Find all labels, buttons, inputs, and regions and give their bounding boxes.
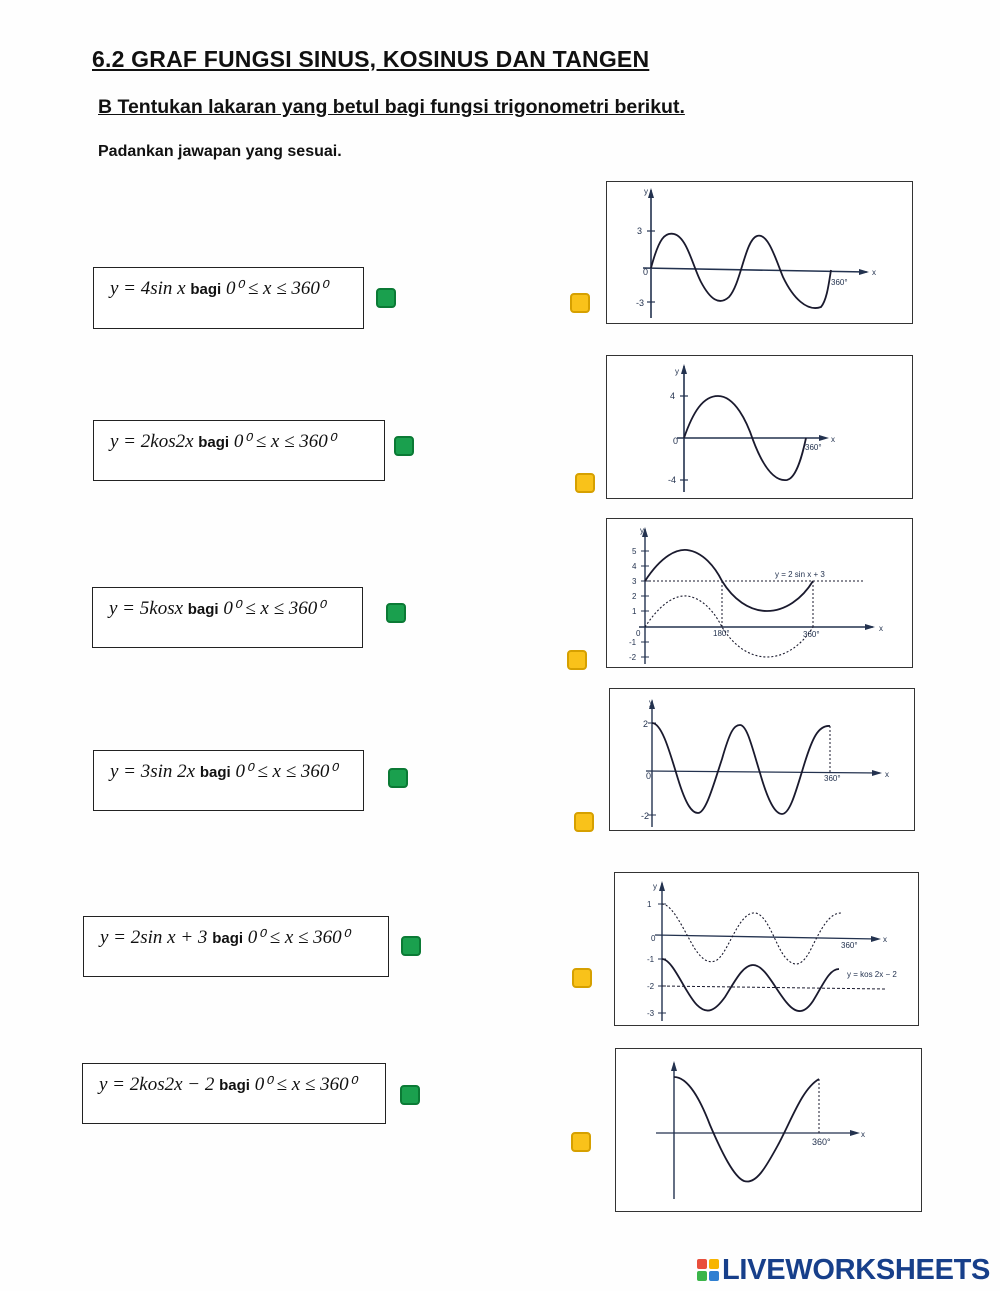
y-label: y [644,187,648,196]
tick-label: 3 [632,577,637,586]
y-axis-arrow-icon [671,1061,677,1071]
question-word: bagi [199,764,231,781]
graph-curve [662,959,839,1011]
tick-label: 4 [670,391,676,401]
question-expression: y = 3sin 2x [110,761,196,782]
graph-3-svg [607,519,912,667]
graph-1-svg [607,182,912,323]
section-subtitle: B Tentukan lakaran yang betul bagi fungsi trigonometri berikut. [98,96,685,118]
tick-label: 2 [643,719,649,729]
origin-label: 0 [651,934,656,943]
question-expression: y = 5kosx [109,598,184,619]
x-axis-arrow-icon [871,936,881,942]
graph-card-5 [614,872,919,1026]
x-axis-arrow-icon [872,770,882,776]
question-word: bagi [219,1077,250,1094]
match-point-left-5[interactable] [401,936,421,956]
end-label: 360° [812,1137,831,1147]
x-label: x [879,624,883,633]
question-expression: y = 2kos2x [110,431,194,452]
tick-label: 1 [647,900,652,909]
question-box-2 [93,420,385,481]
match-point-right-4[interactable] [574,812,594,832]
match-point-left-2[interactable] [394,436,414,456]
match-point-left-1[interactable] [376,288,396,308]
x-label: x [883,935,887,944]
origin-label: 0 [673,436,679,446]
x-label: x [861,1130,865,1139]
logo-text: LIVEWORKSHEETS [722,1253,991,1286]
question-range: 0⁰ ≤ x ≤ 360⁰ [223,598,325,619]
end-label: 360° [805,443,822,452]
graph-curve [652,723,830,814]
match-point-right-5[interactable] [572,968,592,988]
y-label: y [653,882,657,891]
match-point-left-4[interactable] [388,768,408,788]
origin-label: 0 [643,267,649,277]
instruction-text: Padankan jawapan yang sesuai. [98,143,342,160]
match-point-left-6[interactable] [400,1085,420,1105]
curve-label: y = 2 sin x + 3 [775,570,825,579]
match-point-right-6[interactable] [571,1132,591,1152]
x-axis-arrow-icon [865,624,875,630]
tick-label: 5 [632,547,637,556]
question-range: 0⁰ ≤ x ≤ 360⁰ [254,1074,357,1095]
question-expression: y = 2kos2x − 2 [99,1074,215,1095]
question-expression: y = 2sin x + 3 [100,927,208,948]
y-label: y [649,698,653,707]
graph-card-4 [609,688,915,831]
x-label: x [885,770,889,779]
match-point-left-3[interactable] [386,603,406,623]
tick-label: -2 [647,982,655,991]
x-axis [646,771,880,773]
page-title: 6.2 GRAF FUNGSI SINUS, KOSINUS DAN TANGEN [92,46,650,72]
x-axis-arrow-icon [819,435,829,441]
match-point-right-2[interactable] [575,473,595,493]
y-label: y [675,367,679,376]
graph-card-3 [606,518,913,668]
graph-curve [645,550,813,611]
end-label: 360° [831,278,848,287]
tick-label: 3 [637,226,643,236]
graph-curve-dashed [662,904,841,964]
question-box-6 [82,1063,386,1124]
question-range: 0⁰ ≤ x ≤ 360⁰ [247,927,350,948]
question-box-3 [92,587,363,648]
liveworksheets-logo [697,1253,990,1287]
x-label: x [872,268,876,277]
question-box-1 [93,267,364,329]
mid-label: 180° [713,629,730,638]
tick-label: 1 [632,607,637,616]
graph-curve [674,1077,819,1182]
match-point-right-3[interactable] [567,650,587,670]
question-word: bagi [190,281,222,298]
graph-card-6 [615,1048,922,1212]
tick-label: 2 [632,592,637,601]
question-word: bagi [187,601,219,618]
question-range: 0⁰ ≤ x ≤ 360⁰ [235,761,337,782]
x-axis-arrow-icon [859,269,869,275]
question-box-4 [93,750,364,811]
graph-4-svg [610,689,914,830]
graph-5-svg [615,873,918,1025]
graph-card-1 [606,181,913,324]
graph-2-svg [607,356,912,498]
tick-label: -4 [668,475,677,485]
question-range: 0⁰ ≤ x ≤ 360⁰ [233,431,336,452]
y-axis-arrow-icon [648,188,654,198]
curve-label: y = kos 2x − 2 [847,970,897,979]
tick-label: -3 [636,298,645,308]
y-axis-arrow-icon [659,881,665,891]
tick-label: -2 [641,811,650,821]
question-expression: y = 4sin x [110,278,186,299]
x-axis-arrow-icon [850,1130,860,1136]
question-box-5 [83,916,389,977]
end-label: 360° [803,630,820,639]
logo-mark-icon [697,1259,719,1281]
origin-label: 0 [646,771,652,781]
end-label: 360° [841,941,858,950]
origin-label: 0 [636,629,641,638]
tick-label: 4 [632,562,637,571]
graph-6-svg [616,1049,921,1211]
graph-card-2 [606,355,913,499]
x-label: x [831,435,835,444]
tick-label: -3 [647,1009,655,1018]
tick-label: -2 [629,653,637,662]
y-label: y [640,526,644,535]
question-word: bagi [198,434,230,451]
match-point-right-1[interactable] [570,293,590,313]
tick-label: -1 [629,638,637,647]
question-word: bagi [212,930,244,947]
question-range: 0⁰ ≤ x ≤ 360⁰ [225,278,328,299]
y-axis-arrow-icon [681,364,687,374]
tick-label: -1 [647,955,655,964]
end-label: 360° [824,774,841,783]
x-axis [643,268,867,272]
